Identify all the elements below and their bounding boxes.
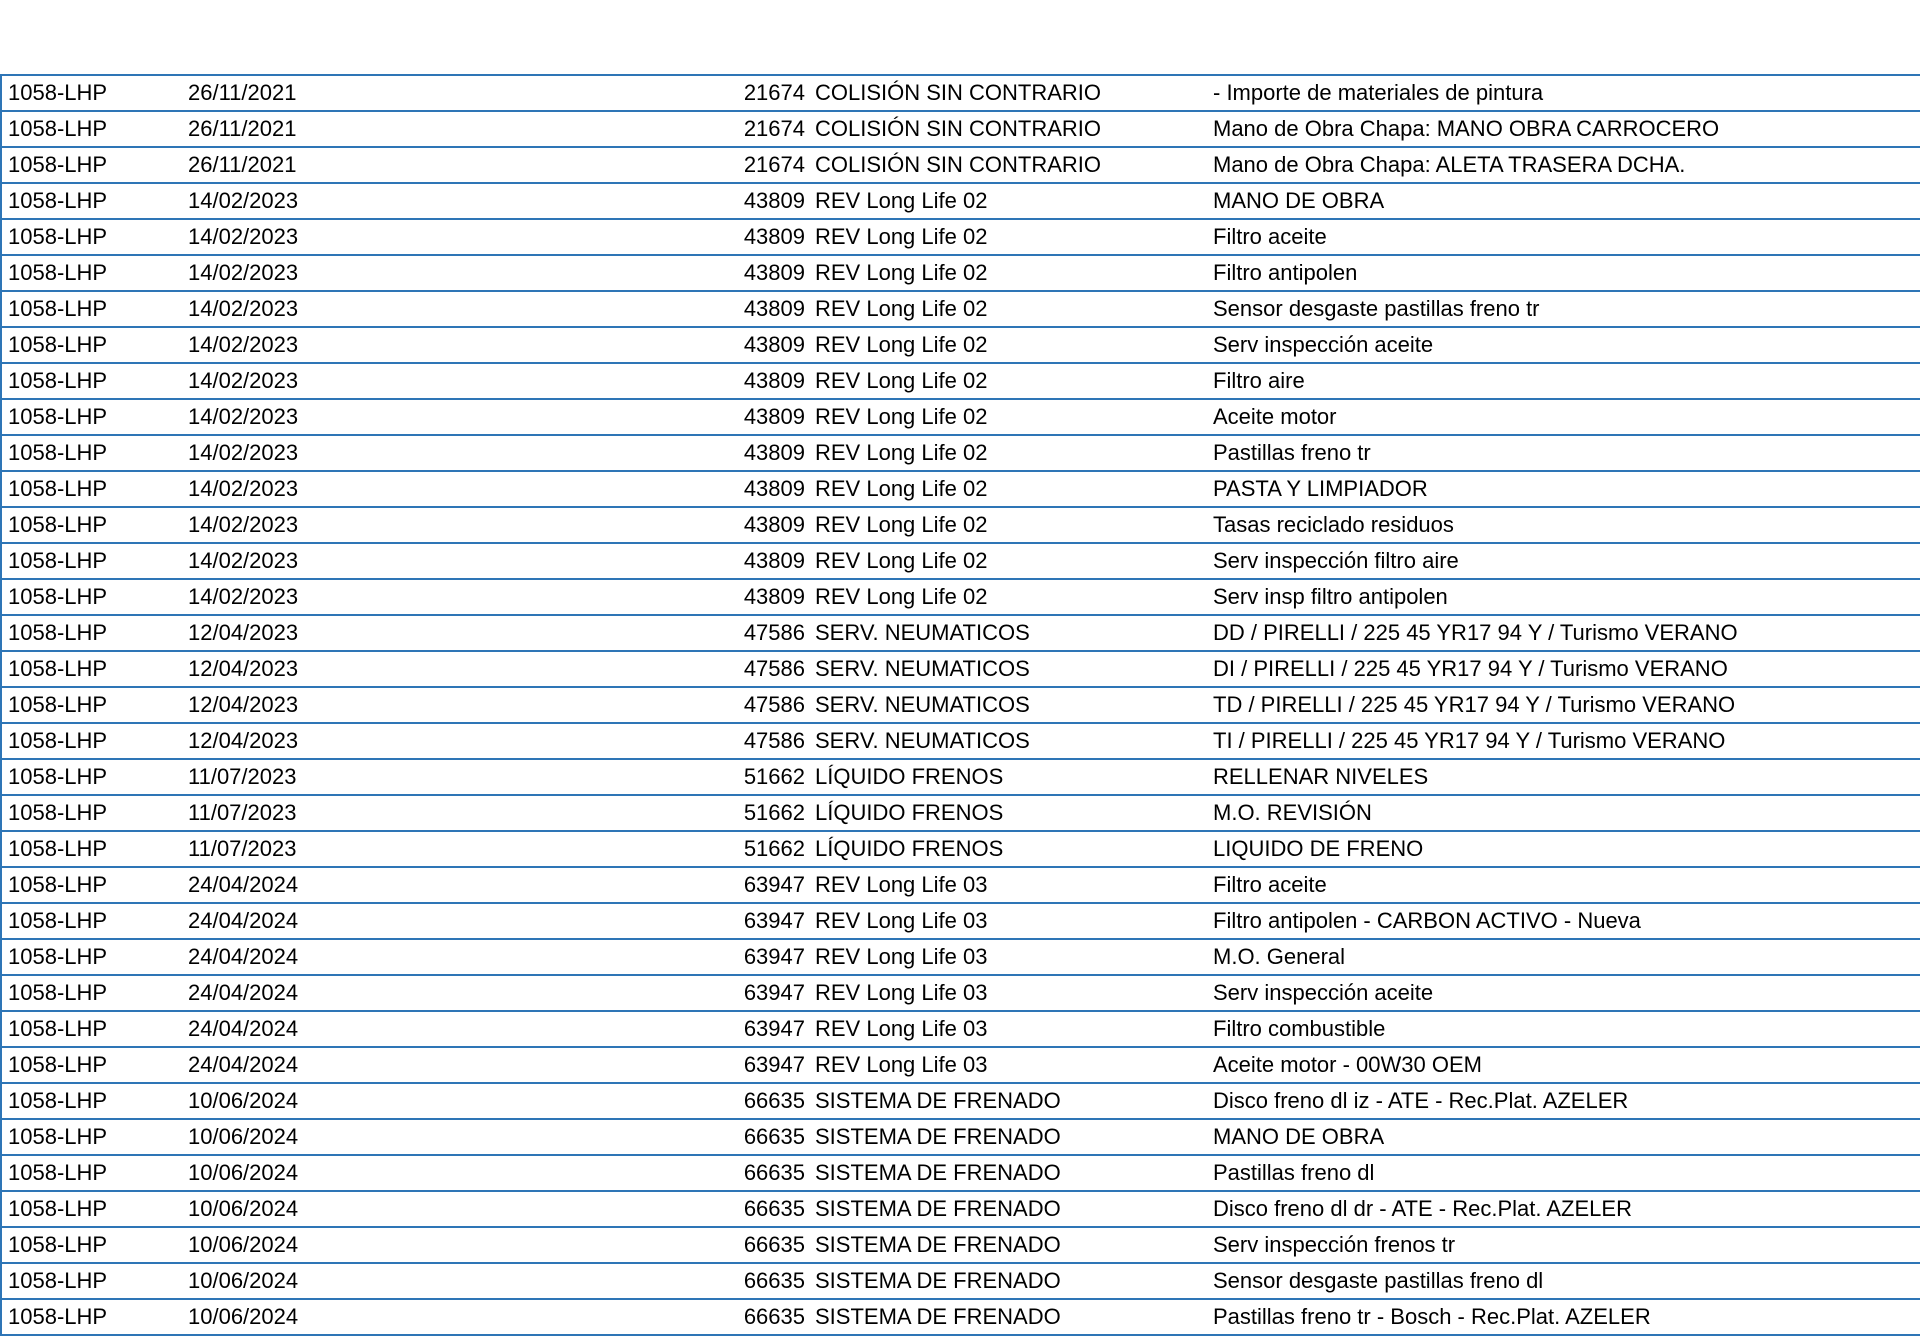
work-type-cell: REV Long Life 02 [815, 507, 1213, 543]
table-row [1, 219, 1920, 255]
order-number-cell: 43809 [734, 507, 815, 543]
work-type-cell: REV Long Life 02 [815, 363, 1213, 399]
plate-cell: 1058-LHP [1, 219, 188, 255]
description-cell: Disco freno dl iz - ATE - Rec.Plat. AZELER [1213, 1083, 1920, 1119]
plate-cell: 1058-LHP [1, 1299, 188, 1335]
table-row [1, 363, 1920, 399]
date-cell: 24/04/2024 [188, 1011, 734, 1047]
table-row [1, 147, 1920, 183]
order-number-cell: 63947 [734, 867, 815, 903]
table-row [1, 939, 1920, 975]
order-number-cell: 66635 [734, 1227, 815, 1263]
work-type-cell: SERV. NEUMATICOS [815, 615, 1213, 651]
date-cell: 10/06/2024 [188, 1299, 734, 1335]
table-row [1, 687, 1920, 723]
plate-cell: 1058-LHP [1, 75, 188, 111]
order-number-cell: 63947 [734, 1047, 815, 1083]
plate-cell: 1058-LHP [1, 687, 188, 723]
table-row [1, 615, 1920, 651]
plate-cell: 1058-LHP [1, 1263, 188, 1299]
description-cell: RELLENAR NIVELES [1213, 759, 1920, 795]
work-type-cell: REV Long Life 02 [815, 327, 1213, 363]
order-number-cell: 43809 [734, 579, 815, 615]
description-cell: Pastillas freno tr [1213, 435, 1920, 471]
table-row [1, 543, 1920, 579]
description-cell: Tasas reciclado residuos [1213, 507, 1920, 543]
work-type-cell: REV Long Life 02 [815, 471, 1213, 507]
table-row [1, 1011, 1920, 1047]
table-row [1, 795, 1920, 831]
date-cell: 14/02/2023 [188, 327, 734, 363]
description-cell: Sensor desgaste pastillas freno dl [1213, 1263, 1920, 1299]
plate-cell: 1058-LHP [1, 759, 188, 795]
description-cell: Mano de Obra Chapa: MANO OBRA CARROCERO [1213, 111, 1920, 147]
service-records-table [0, 74, 1920, 1336]
work-type-cell: SISTEMA DE FRENADO [815, 1155, 1213, 1191]
description-cell: Disco freno dl dr - ATE - Rec.Plat. AZELER [1213, 1191, 1920, 1227]
work-type-cell: REV Long Life 03 [815, 1011, 1213, 1047]
description-cell: Sensor desgaste pastillas freno tr [1213, 291, 1920, 327]
plate-cell: 1058-LHP [1, 1191, 188, 1227]
table-row [1, 255, 1920, 291]
order-number-cell: 21674 [734, 75, 815, 111]
work-type-cell: REV Long Life 02 [815, 399, 1213, 435]
work-type-cell: LÍQUIDO FRENOS [815, 831, 1213, 867]
work-type-cell: SISTEMA DE FRENADO [815, 1227, 1213, 1263]
description-cell: Filtro aire [1213, 363, 1920, 399]
work-type-cell: REV Long Life 02 [815, 219, 1213, 255]
date-cell: 14/02/2023 [188, 579, 734, 615]
description-cell: - Importe de materiales de pintura [1213, 75, 1920, 111]
plate-cell: 1058-LHP [1, 1011, 188, 1047]
work-type-cell: REV Long Life 03 [815, 975, 1213, 1011]
description-cell: Aceite motor - 00W30 OEM [1213, 1047, 1920, 1083]
table-row [1, 1263, 1920, 1299]
date-cell: 24/04/2024 [188, 867, 734, 903]
order-number-cell: 51662 [734, 795, 815, 831]
description-cell: Mano de Obra Chapa: ALETA TRASERA DCHA. [1213, 147, 1920, 183]
plate-cell: 1058-LHP [1, 903, 188, 939]
description-cell: Serv inspección aceite [1213, 975, 1920, 1011]
description-cell: Filtro antipolen - CARBON ACTIVO - Nueva [1213, 903, 1920, 939]
order-number-cell: 51662 [734, 759, 815, 795]
date-cell: 24/04/2024 [188, 939, 734, 975]
description-cell: Pastillas freno tr - Bosch - Rec.Plat. AZELER [1213, 1299, 1920, 1335]
plate-cell: 1058-LHP [1, 327, 188, 363]
table-row [1, 651, 1920, 687]
plate-cell: 1058-LHP [1, 615, 188, 651]
plate-cell: 1058-LHP [1, 399, 188, 435]
plate-cell: 1058-LHP [1, 183, 188, 219]
order-number-cell: 47586 [734, 651, 815, 687]
table-row [1, 327, 1920, 363]
description-cell: MANO DE OBRA [1213, 183, 1920, 219]
work-type-cell: REV Long Life 02 [815, 579, 1213, 615]
plate-cell: 1058-LHP [1, 723, 188, 759]
table-row [1, 723, 1920, 759]
work-type-cell: REV Long Life 03 [815, 867, 1213, 903]
order-number-cell: 43809 [734, 219, 815, 255]
date-cell: 10/06/2024 [188, 1119, 734, 1155]
description-cell: Serv inspección aceite [1213, 327, 1920, 363]
description-cell: Aceite motor [1213, 399, 1920, 435]
table-row [1, 903, 1920, 939]
plate-cell: 1058-LHP [1, 507, 188, 543]
order-number-cell: 66635 [734, 1119, 815, 1155]
date-cell: 24/04/2024 [188, 975, 734, 1011]
description-cell: Filtro aceite [1213, 219, 1920, 255]
description-cell: Serv inspección frenos tr [1213, 1227, 1920, 1263]
work-type-cell: REV Long Life 02 [815, 543, 1213, 579]
date-cell: 14/02/2023 [188, 435, 734, 471]
plate-cell: 1058-LHP [1, 651, 188, 687]
description-cell: DI / PIRELLI / 225 45 YR17 94 Y / Turismo VERANO [1213, 651, 1920, 687]
table-row [1, 1227, 1920, 1263]
order-number-cell: 63947 [734, 903, 815, 939]
plate-cell: 1058-LHP [1, 579, 188, 615]
work-type-cell: SERV. NEUMATICOS [815, 687, 1213, 723]
description-cell: Filtro combustible [1213, 1011, 1920, 1047]
plate-cell: 1058-LHP [1, 471, 188, 507]
date-cell: 10/06/2024 [188, 1083, 734, 1119]
work-type-cell: REV Long Life 03 [815, 1047, 1213, 1083]
order-number-cell: 21674 [734, 147, 815, 183]
work-type-cell: SERV. NEUMATICOS [815, 651, 1213, 687]
table-row [1, 867, 1920, 903]
table-row [1, 1299, 1920, 1335]
order-number-cell: 66635 [734, 1083, 815, 1119]
plate-cell: 1058-LHP [1, 255, 188, 291]
description-cell: LIQUIDO DE FRENO [1213, 831, 1920, 867]
order-number-cell: 43809 [734, 363, 815, 399]
order-number-cell: 43809 [734, 543, 815, 579]
date-cell: 10/06/2024 [188, 1263, 734, 1299]
work-type-cell: REV Long Life 02 [815, 183, 1213, 219]
table-row [1, 579, 1920, 615]
order-number-cell: 47586 [734, 723, 815, 759]
work-type-cell: SISTEMA DE FRENADO [815, 1263, 1213, 1299]
order-number-cell: 43809 [734, 471, 815, 507]
table-row [1, 435, 1920, 471]
table-row [1, 1155, 1920, 1191]
order-number-cell: 43809 [734, 399, 815, 435]
description-cell: DD / PIRELLI / 225 45 YR17 94 Y / Turismo VERANO [1213, 615, 1920, 651]
table-row [1, 507, 1920, 543]
work-type-cell: SISTEMA DE FRENADO [815, 1083, 1213, 1119]
date-cell: 10/06/2024 [188, 1227, 734, 1263]
plate-cell: 1058-LHP [1, 543, 188, 579]
description-cell: Pastillas freno dl [1213, 1155, 1920, 1191]
work-type-cell: REV Long Life 02 [815, 255, 1213, 291]
date-cell: 14/02/2023 [188, 291, 734, 327]
plate-cell: 1058-LHP [1, 1047, 188, 1083]
plate-cell: 1058-LHP [1, 1155, 188, 1191]
plate-cell: 1058-LHP [1, 795, 188, 831]
work-type-cell: SERV. NEUMATICOS [815, 723, 1213, 759]
date-cell: 14/02/2023 [188, 471, 734, 507]
date-cell: 26/11/2021 [188, 75, 734, 111]
plate-cell: 1058-LHP [1, 291, 188, 327]
table-row [1, 183, 1920, 219]
table-row [1, 1191, 1920, 1227]
table-row [1, 291, 1920, 327]
plate-cell: 1058-LHP [1, 867, 188, 903]
date-cell: 14/02/2023 [188, 399, 734, 435]
order-number-cell: 63947 [734, 939, 815, 975]
date-cell: 14/02/2023 [188, 363, 734, 399]
date-cell: 14/02/2023 [188, 507, 734, 543]
description-cell: TD / PIRELLI / 225 45 YR17 94 Y / Turismo VERANO [1213, 687, 1920, 723]
order-number-cell: 43809 [734, 291, 815, 327]
order-number-cell: 47586 [734, 615, 815, 651]
date-cell: 11/07/2023 [188, 759, 734, 795]
plate-cell: 1058-LHP [1, 1119, 188, 1155]
order-number-cell: 51662 [734, 831, 815, 867]
order-number-cell: 47586 [734, 687, 815, 723]
table-row [1, 111, 1920, 147]
date-cell: 11/07/2023 [188, 795, 734, 831]
work-type-cell: REV Long Life 03 [815, 903, 1213, 939]
table-row [1, 75, 1920, 111]
work-type-cell: COLISIÓN SIN CONTRARIO [815, 75, 1213, 111]
work-type-cell: COLISIÓN SIN CONTRARIO [815, 147, 1213, 183]
plate-cell: 1058-LHP [1, 831, 188, 867]
service-records-body [1, 75, 1920, 1335]
work-type-cell: SISTEMA DE FRENADO [815, 1191, 1213, 1227]
date-cell: 24/04/2024 [188, 1047, 734, 1083]
date-cell: 10/06/2024 [188, 1155, 734, 1191]
work-type-cell: REV Long Life 03 [815, 939, 1213, 975]
date-cell: 12/04/2023 [188, 615, 734, 651]
table-row [1, 1119, 1920, 1155]
description-cell: M.O. General [1213, 939, 1920, 975]
date-cell: 14/02/2023 [188, 219, 734, 255]
table-row [1, 399, 1920, 435]
plate-cell: 1058-LHP [1, 435, 188, 471]
date-cell: 14/02/2023 [188, 543, 734, 579]
plate-cell: 1058-LHP [1, 975, 188, 1011]
description-cell: TI / PIRELLI / 225 45 YR17 94 Y / Turismo VERANO [1213, 723, 1920, 759]
description-cell: MANO DE OBRA [1213, 1119, 1920, 1155]
plate-cell: 1058-LHP [1, 147, 188, 183]
date-cell: 26/11/2021 [188, 147, 734, 183]
order-number-cell: 63947 [734, 1011, 815, 1047]
description-cell: M.O. REVISIÓN [1213, 795, 1920, 831]
table-row [1, 975, 1920, 1011]
order-number-cell: 63947 [734, 975, 815, 1011]
plate-cell: 1058-LHP [1, 1083, 188, 1119]
order-number-cell: 21674 [734, 111, 815, 147]
order-number-cell: 43809 [734, 435, 815, 471]
description-cell: Serv inspección filtro aire [1213, 543, 1920, 579]
description-cell: Serv insp filtro antipolen [1213, 579, 1920, 615]
order-number-cell: 43809 [734, 327, 815, 363]
table-row [1, 1047, 1920, 1083]
plate-cell: 1058-LHP [1, 1227, 188, 1263]
date-cell: 14/02/2023 [188, 183, 734, 219]
table-row [1, 1083, 1920, 1119]
order-number-cell: 66635 [734, 1191, 815, 1227]
work-type-cell: REV Long Life 02 [815, 291, 1213, 327]
description-cell: PASTA Y LIMPIADOR [1213, 471, 1920, 507]
order-number-cell: 66635 [734, 1263, 815, 1299]
work-type-cell: LÍQUIDO FRENOS [815, 795, 1213, 831]
date-cell: 26/11/2021 [188, 111, 734, 147]
work-type-cell: LÍQUIDO FRENOS [815, 759, 1213, 795]
plate-cell: 1058-LHP [1, 111, 188, 147]
date-cell: 11/07/2023 [188, 831, 734, 867]
work-type-cell: SISTEMA DE FRENADO [815, 1299, 1213, 1335]
date-cell: 12/04/2023 [188, 723, 734, 759]
date-cell: 10/06/2024 [188, 1191, 734, 1227]
work-type-cell: SISTEMA DE FRENADO [815, 1119, 1213, 1155]
plate-cell: 1058-LHP [1, 939, 188, 975]
date-cell: 14/02/2023 [188, 255, 734, 291]
date-cell: 12/04/2023 [188, 651, 734, 687]
date-cell: 24/04/2024 [188, 903, 734, 939]
plate-cell: 1058-LHP [1, 363, 188, 399]
work-type-cell: COLISIÓN SIN CONTRARIO [815, 111, 1213, 147]
work-type-cell: REV Long Life 02 [815, 435, 1213, 471]
table-row [1, 759, 1920, 795]
table-row [1, 831, 1920, 867]
order-number-cell: 43809 [734, 255, 815, 291]
table-row [1, 471, 1920, 507]
description-cell: Filtro aceite [1213, 867, 1920, 903]
order-number-cell: 43809 [734, 183, 815, 219]
order-number-cell: 66635 [734, 1299, 815, 1335]
description-cell: Filtro antipolen [1213, 255, 1920, 291]
order-number-cell: 66635 [734, 1155, 815, 1191]
date-cell: 12/04/2023 [188, 687, 734, 723]
